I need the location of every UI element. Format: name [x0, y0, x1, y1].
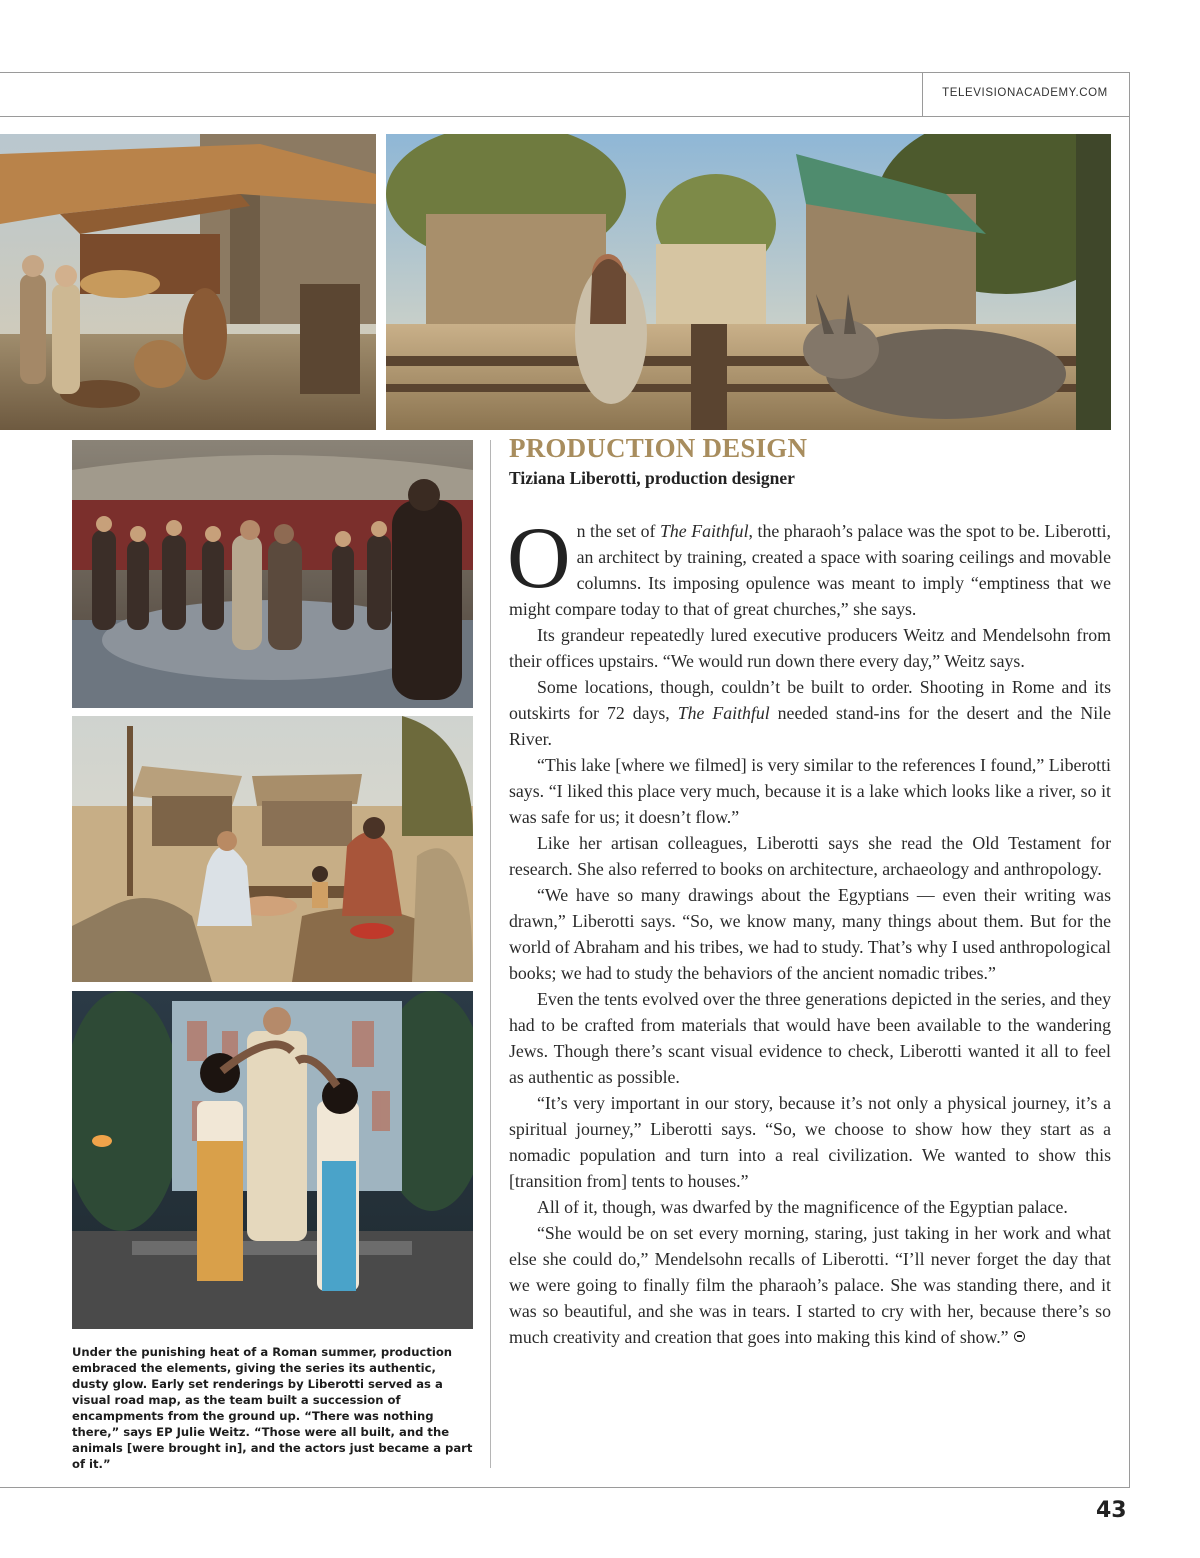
palace-dance-photo	[72, 440, 473, 708]
paragraph-6: “We have so many drawings about the Egyptians — even their writing was drawn,” Liberotti says. “So, we know many, many things about them. But for the world of Abraham and his tribes, we had to study. That’s why I used anthropological books; we had to study the behaviors of the ancient nomadic tribes.”	[509, 885, 1111, 983]
header-separator	[922, 72, 923, 116]
header-rule	[0, 116, 1130, 117]
village-donkey-rendering	[386, 134, 1111, 430]
article-body	[507, 510, 1111, 1350]
paragraph-1: On the set of The Faithful, the pharaoh’s palace was the spot to be. Liberotti, an architect by training, created a space with soaring ceilings and movable columns. Its imposing opulence was meant to imply “emptiness that we might compare today to that of great churches,” she says.	[507, 510, 1111, 619]
paragraph-5: Like her artisan colleagues, Liberotti says she read the Old Testament for research. She also referred to books on architecture, archaeology and anthropology.	[509, 833, 1111, 879]
paragraph-8: “It’s very important in our story, because it’s not only a physical journey, it’s a spiritual journey,” Liberotti says. “So, we choose to show how they start as a nomadic population and turn into a real civilization. We wanted to show this [transition from] tents to houses.”	[509, 1093, 1111, 1191]
section-heading: PRODUCTION DESIGN	[509, 433, 808, 463]
column-rule	[490, 440, 491, 1468]
paragraph-4: “This lake [where we filmed] is very similar to the references I found,” Liberotti says. “I liked this place very much, because it is a lake which looks like a river, so it was safe for us; it doesn’t flow.”	[509, 755, 1111, 827]
show-title: The Faithful	[659, 521, 749, 541]
show-title: The Faithful	[677, 703, 770, 723]
paragraph-2: Its grandeur repeatedly lured executive producers Weitz and Mendelsohn from their offices upstairs. “We would run down there every day,” Weitz says.	[509, 625, 1111, 671]
paragraph-3: Some locations, though, couldn’t be built to order. Shooting in Rome and its outskirts for 72 days, The Faithful needed stand-ins for the desert and the Nile River.	[509, 677, 1111, 749]
egyptian-ceremony-photo	[72, 991, 473, 1329]
end-mark-icon	[1014, 1331, 1025, 1342]
photo-caption: Under the punishing heat of a Roman summer, production embraced the elements, giving the series its authentic, dusty glow. Early set renderings by Liberotti served as a visual road map, as the team built a succession of encampments from the ground up. “There was nothing there,” says EP Julie Weitz. “Those were all built, and the animals [were brought in], and the actors just became a part of it.”	[72, 1345, 473, 1471]
section-subheading: Tiziana Liberotti, production designer	[509, 468, 795, 488]
paragraph-7: Even the tents evolved over the three generations depicted in the series, and they had to be crafted from materials that would have been available to the wandering Jews. Though there’s scant visual evidence to check, Liberotti wanted it all to feel as authentic as possible.	[509, 989, 1111, 1087]
page-number: 43	[1096, 1498, 1127, 1523]
encampment-photo	[72, 716, 473, 982]
drop-cap: O	[507, 510, 571, 607]
right-rule	[1129, 72, 1130, 1488]
bottom-rule	[0, 1487, 1130, 1488]
paragraph-10: “She would be on set every morning, staring, just taking in her work and what else she could do,” Mendelsohn recalls of Liberotti. “I’ll never forget the day that we were going to finally film the pharaoh’s palace. She was standing there, and it was so beautiful, and she was in tears. I started to cry with her, because there’s so much creativity and creation that goes into making this kind of show.”	[509, 1223, 1111, 1347]
top-rule	[0, 72, 1130, 73]
paragraph-9: All of it, though, was dwarfed by the magnificence of the Egyptian palace.	[537, 1197, 1068, 1217]
market-stalls-rendering	[0, 134, 376, 430]
site-url[interactable]: TELEVISIONACADEMY.COM	[942, 87, 1108, 99]
